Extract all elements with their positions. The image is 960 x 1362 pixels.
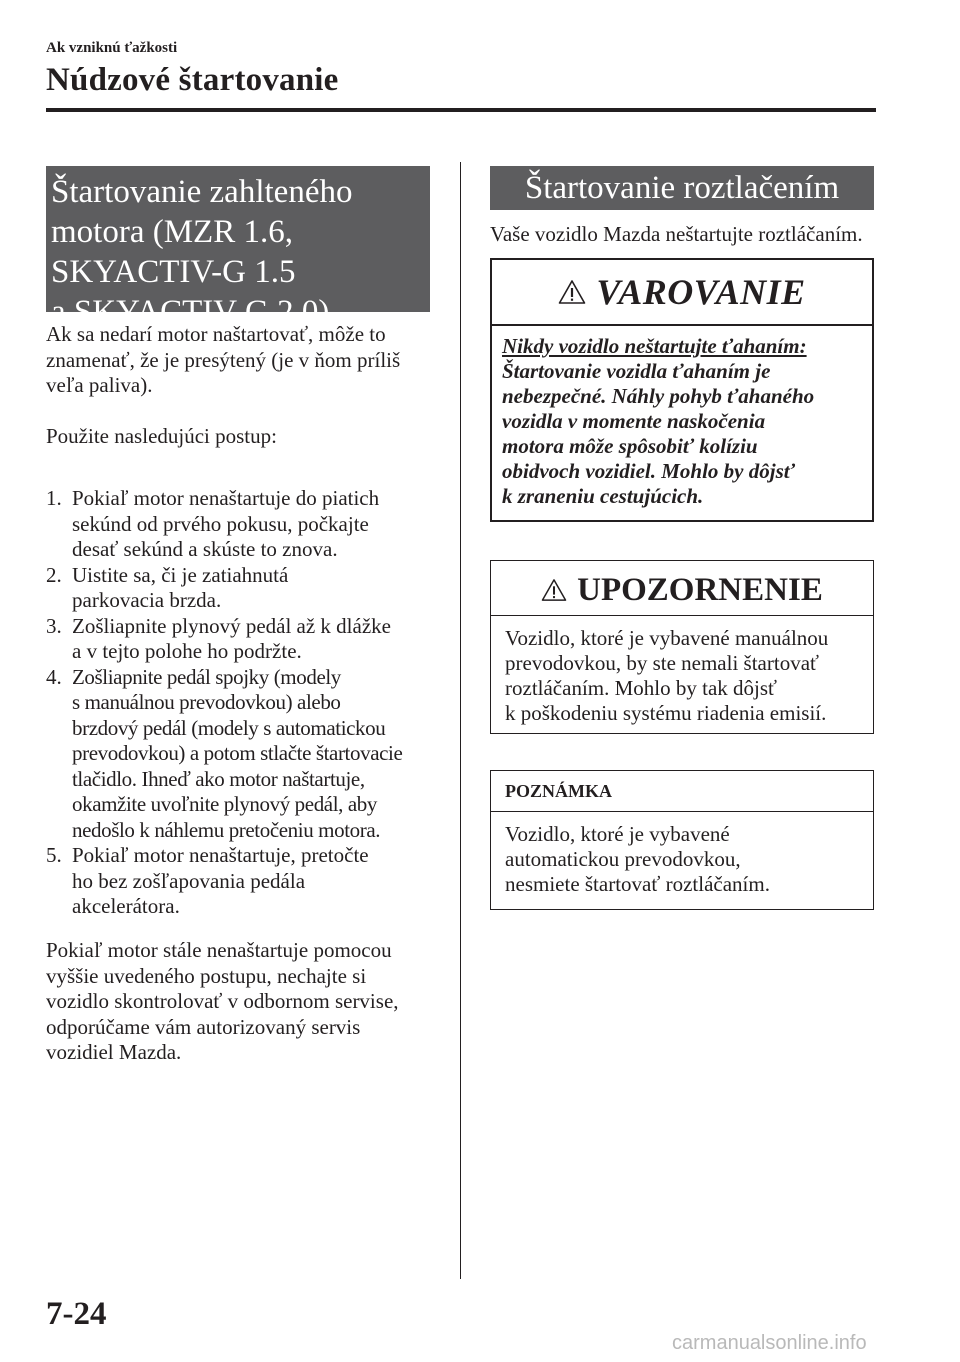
caution-triangle-icon (541, 578, 567, 602)
step-number: 4. (46, 664, 62, 689)
caution-title: UPOZORNENIE (577, 571, 823, 608)
text-line: sekúnd od prvého pokusu, počkajte (72, 511, 369, 536)
text-line: desať sekúnd a skúste to znova. (72, 537, 338, 561)
step-number: 1. (46, 486, 62, 510)
text-line: Uistite sa, či je zatiahnutá (72, 562, 289, 587)
step-number: 2. (46, 562, 62, 587)
page-number: 7-24 (46, 1296, 107, 1332)
text-line: Pokiaľ motor stále nenaštartuje pomocou (46, 938, 392, 962)
caution-title-bar (491, 561, 873, 616)
text-line: vyššie uvedeného postupu, nechajte si (46, 963, 367, 988)
heading-line: SKYACTIV-G 1.5 (51, 254, 296, 290)
step-item (46, 843, 446, 920)
text-line: automatickou prevodovkou, (505, 847, 741, 871)
text-line: okamžite uvoľnite plynový pedál, aby (72, 792, 377, 816)
text-line: Vozidlo, ktoré je vybavené manuálnou (505, 626, 829, 650)
caution-box (490, 560, 874, 734)
heading-line: motora (MZR 1.6, (51, 214, 293, 250)
warning-triangle-icon (558, 279, 586, 305)
section-heading-flooded-engine (46, 166, 430, 330)
text-line: nesmiete štartovať roztláčaním. (505, 872, 770, 896)
push-start-intro: Vaše vozidlo Mazda neštartujte roztláčaním. (490, 222, 863, 246)
text-line: Zošliapnite pedál spojky (modely (72, 664, 341, 689)
step-item (46, 614, 446, 665)
text-line: Pokiaľ motor nenaštartuje, pretočte (72, 843, 369, 867)
step-item (46, 486, 446, 563)
text-line: tlačidlo. Ihneď ako motor naštartuje, (72, 766, 365, 791)
intro-paragraph (46, 322, 446, 399)
text-line: a v tejto polohe ho podržte. (72, 639, 302, 663)
warning-title-bar (492, 260, 872, 326)
warning-body (492, 326, 872, 509)
text-line: roztláčaním. Mohlo by tak dôjsť (505, 676, 778, 700)
column-divider (460, 162, 461, 1279)
step-number: 3. (46, 613, 62, 638)
note-box (490, 770, 874, 910)
step-number: 5. (46, 843, 62, 867)
text-line: nedošlo k náhlemu pretočeniu motora. (72, 817, 381, 842)
text-line: ho bez zošľapovania pedála (72, 868, 306, 893)
text-line: k poškodeniu systému riadenia emisií. (505, 701, 827, 725)
text-line: Ak sa nedarí motor naštartovať, môže to (46, 322, 386, 346)
note-body (491, 812, 873, 897)
caution-body (491, 616, 873, 726)
text-line: vozidiel Mazda. (46, 1040, 182, 1064)
text-line: Pokiaľ motor nenaštartuje do piatich (72, 486, 380, 510)
text-line: Zošliapnite plynový pedál až k dlážke (72, 613, 391, 638)
text-line: Vozidlo, ktoré je vybavené (505, 822, 730, 846)
text-line: prevodovkou) a potom stlačte štartovacie (72, 741, 403, 765)
text-line: s manuálnou prevodovkou) alebo (72, 690, 341, 714)
text-line: akcelerátora. (72, 894, 180, 918)
step-item (46, 563, 446, 614)
chapter-label: Ak vzniknú ťažkosti (46, 40, 178, 56)
text-line: nebezpečné. Náhly pohyb ťahaného (502, 384, 815, 408)
text-line: odporúčame vám autorizovaný servis (46, 1014, 361, 1039)
heading-line: a SKYACTIV-G 2.0) (51, 294, 330, 330)
text-line: vozidla v momente naskočenia (502, 409, 766, 433)
text-line: k zraneniu cestujúcich. (502, 484, 704, 508)
text-line: parkovacia brzda. (72, 588, 222, 612)
warning-box (490, 258, 874, 522)
text-line: obidvoch vozidiel. Mohlo by dôjsť (502, 459, 795, 483)
header-rule (46, 108, 876, 112)
text-line: znamenať, že je presýtený (je v ňom príliš (46, 347, 401, 372)
note-title: POZNÁMKA (491, 771, 873, 812)
warning-title: VAROVANIE (596, 272, 806, 312)
warning-lead: Nikdy vozidlo neštartujte ťahaním: (502, 334, 807, 358)
text-line: veľa paliva). (46, 373, 153, 397)
text-line: Štartovanie vozidla ťahaním je (502, 359, 771, 383)
text-line: prevodovkou, by ste nemali štartovať (505, 651, 819, 675)
heading-line: Štartovanie zahlteného (51, 174, 353, 210)
procedure-lead: Použite nasledujúci postup: (46, 424, 277, 448)
watermark: carmanualsonline.info (672, 1332, 867, 1354)
text-line: motora môže spôsobiť kolíziu (502, 434, 758, 458)
text-line: vozidlo skontrolovať v odbornom servise, (46, 989, 399, 1013)
text-line: brzdový pedál (modely s automatickou (72, 715, 386, 740)
section-heading-push-start: Štartovanie roztlačením (490, 166, 874, 210)
closing-paragraph (46, 938, 446, 1066)
step-item (46, 665, 446, 844)
procedure-steps (46, 486, 446, 920)
page-title: Núdzové štartovanie (46, 62, 339, 98)
